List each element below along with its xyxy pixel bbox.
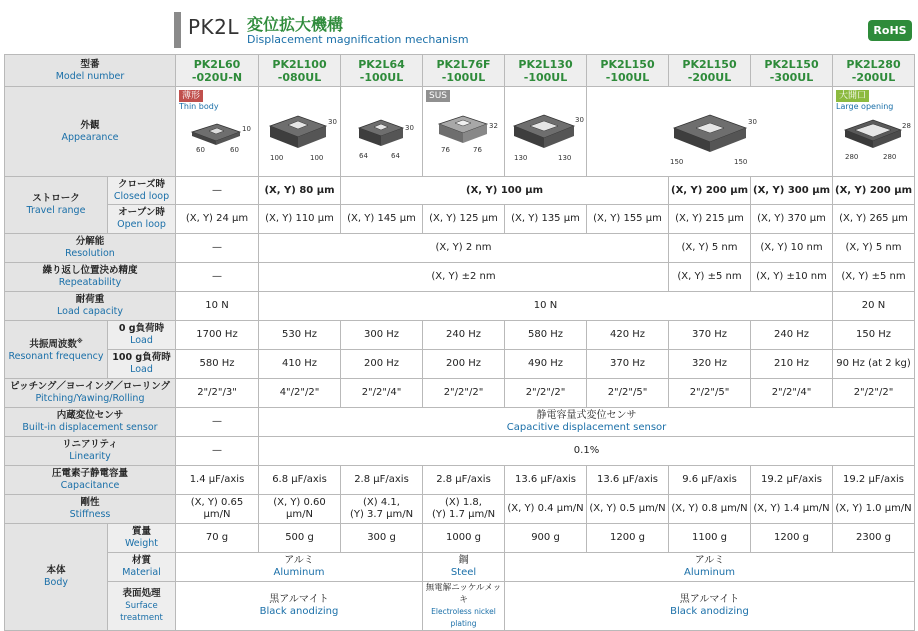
svg-text:76: 76 [440,146,450,154]
closed-1: — [176,177,259,205]
resolution-1: — [176,234,259,263]
material-4: 鋼 Steel [423,553,505,582]
svg-text:100: 100 [269,154,283,162]
open-1: (X, Y) 24 μm [176,205,259,234]
stiff-7: (X, Y) 0.8 μm/N [669,495,751,524]
load-1: 10 N [176,292,259,321]
weight-9: 2300 g [833,524,915,553]
appearance-2 [259,87,341,177]
pitch-4: 2"/2"/2" [423,379,505,408]
weight-1: 70 g [176,524,259,553]
model-9: PK2L280 -200UL [833,55,915,87]
load-2-8: 10 N [259,292,833,321]
label-weight: 質量 Weight [108,524,176,553]
pitch-3: 2"/2"/4" [341,379,423,408]
svg-text:64: 64 [358,152,368,160]
stage-image-icon [508,104,584,166]
weight-5: 900 g [505,524,587,553]
label-capacitance: 圧電素子静電容量 Capacitance [5,466,176,495]
row-material [5,553,915,582]
label-closed: クローズ時 Closed loop [108,177,176,205]
rohs-badge: RoHS [868,20,912,41]
svg-text:60: 60 [230,146,239,154]
appearance-6-8 [587,87,833,177]
resolution-9: (X, Y) 5 nm [833,234,915,263]
closed-2: (X, Y) 80 μm [259,177,341,205]
cap-2: 6.8 μF/axis [259,466,341,495]
label-load-0g: 0 g負荷時 Load [108,321,176,350]
label-body: 本体 Body [5,524,108,631]
label-sensor: 内蔵変位センサ Built-in displacement sensor [5,408,176,437]
row-linearity [5,437,915,466]
model-6: PK2L150 -100UL [587,55,669,87]
svg-text:150: 150 [733,158,747,166]
repeat-8: (X, Y) ±10 nm [751,263,833,292]
row-pitching [5,379,915,408]
open-6: (X, Y) 155 μm [587,205,669,234]
title-en: Displacement magnification mechanism [247,33,469,46]
row-repeatability [5,263,915,292]
pitch-7: 2"/2"/5" [669,379,751,408]
svg-text:30: 30 [747,118,757,126]
row-resonant-0g [5,321,915,350]
svg-text:10: 10 [242,125,251,133]
label-load-capacity: 耐荷重 Load capacity [5,292,176,321]
stiff-4: (X) 1.8, (Y) 1.7 μm/N [423,495,505,524]
row-capacitance [5,466,915,495]
stage-image-icon [660,104,760,170]
label-open: オープン時 Open loop [108,205,176,234]
sensor-2-9: 静電容量式変位センサ Capacitive displacement sensor [259,408,915,437]
res100-5: 490 Hz [505,350,587,379]
series-title: PK2L [188,15,240,39]
res0-6: 420 Hz [587,321,669,350]
stiff-2: (X, Y) 0.60 μm/N [259,495,341,524]
label-surface: 表面処理 Surface treatment [108,582,176,631]
model-2: PK2L100 -080UL [259,55,341,87]
res100-6: 370 Hz [587,350,669,379]
repeat-2-6: (X, Y) ±2 nm [259,263,669,292]
svg-text:280: 280 [844,153,858,161]
stage-image-icon [837,114,911,164]
weight-4: 1000 g [423,524,505,553]
open-3: (X, Y) 145 μm [341,205,423,234]
cap-1: 1.4 μF/axis [176,466,259,495]
load-9: 20 N [833,292,915,321]
res100-3: 200 Hz [341,350,423,379]
res0-9: 150 Hz [833,321,915,350]
label-pitching: ピッチング／ヨーイング／ローリング Pitching/Yawing/Rolling [5,379,176,408]
closed-8: (X, Y) 300 μm [751,177,833,205]
svg-text:76: 76 [472,146,482,154]
row-sensor [5,408,915,437]
svg-text:100: 100 [309,154,323,162]
surface-5-9: 黒アルマイト Black anodizing [505,582,915,631]
row-model [5,55,915,87]
stage-image-icon [182,114,252,156]
row-resonant-100g [5,350,915,379]
sus-tag: SUS [426,90,450,102]
row-appearance [5,87,915,177]
res100-9: 90 Hz (at 2 kg) [833,350,915,379]
label-repeatability: 繰り返し位置決め精度 Repeatability [5,263,176,292]
res100-1: 580 Hz [176,350,259,379]
svg-text:130: 130 [557,154,571,162]
linearity-2-9: 0.1% [259,437,915,466]
resolution-2-6: (X, Y) 2 nm [259,234,669,263]
weight-6: 1200 g [587,524,669,553]
label-appearance: 外観 Appearance [5,87,176,177]
appearance-3 [341,87,423,177]
pitch-9: 2"/2"/2" [833,379,915,408]
res0-2: 530 Hz [259,321,341,350]
resolution-8: (X, Y) 10 nm [751,234,833,263]
spec-table [4,54,915,631]
svg-text:28: 28 [901,122,911,130]
pitch-2: 4"/2"/2" [259,379,341,408]
svg-text:150: 150 [669,158,683,166]
label-linearity: リニアリティ Linearity [5,437,176,466]
res100-8: 210 Hz [751,350,833,379]
closed-7: (X, Y) 200 μm [669,177,751,205]
surface-1-3: 黒アルマイト Black anodizing [176,582,423,631]
label-resonant: 共振周波数※ Resonant frequency [5,321,108,379]
appearance-4 [423,87,505,177]
res0-7: 370 Hz [669,321,751,350]
row-surface [5,582,915,631]
open-7: (X, Y) 215 μm [669,205,751,234]
label-model: 型番 Model number [5,55,176,87]
stage-image-icon [262,104,338,166]
open-2: (X, Y) 110 μm [259,205,341,234]
open-4: (X, Y) 125 μm [423,205,505,234]
appearance-9: 大開口 Large opening 28 280 280 [833,87,915,177]
row-load-capacity [5,292,915,321]
row-weight [5,524,915,553]
weight-7: 1100 g [669,524,751,553]
model-4: PK2L76F -100UL [423,55,505,87]
label-stiffness: 剛性 Stiffness [5,495,176,524]
stiff-6: (X, Y) 0.5 μm/N [587,495,669,524]
res0-5: 580 Hz [505,321,587,350]
row-stroke-closed [5,177,915,205]
weight-2: 500 g [259,524,341,553]
sensor-1: — [176,408,259,437]
stiff-9: (X, Y) 1.0 μm/N [833,495,915,524]
closed-3-6: (X, Y) 100 μm [341,177,669,205]
label-stroke: ストローク Travel range [5,177,108,234]
res0-8: 240 Hz [751,321,833,350]
large-opening-tag: 大開口 [836,90,869,102]
repeat-7: (X, Y) ±5 nm [669,263,751,292]
row-resolution [5,234,915,263]
resolution-7: (X, Y) 5 nm [669,234,751,263]
cap-7: 9.6 μF/axis [669,466,751,495]
stiff-5: (X, Y) 0.4 μm/N [505,495,587,524]
label-load-100g: 100 g負荷時 Load [108,350,176,379]
cap-4: 2.8 μF/axis [423,466,505,495]
material-1-3: アルミ Aluminum [176,553,423,582]
cap-9: 19.2 μF/axis [833,466,915,495]
stiff-8: (X, Y) 1.4 μm/N [751,495,833,524]
svg-text:64: 64 [390,152,400,160]
appearance-5 [505,87,587,177]
res0-4: 240 Hz [423,321,505,350]
svg-text:280: 280 [882,153,896,161]
stiff-3: (X) 4.1, (Y) 3.7 μm/N [341,495,423,524]
thin-body-tag: 薄形 [179,90,203,102]
label-resolution: 分解能 Resolution [5,234,176,263]
repeat-9: (X, Y) ±5 nm [833,263,915,292]
pitch-1: 2"/2"/3" [176,379,259,408]
surface-4: 無電解ニッケルメッキ Electroless nickel plating [423,582,505,631]
cap-5: 13.6 μF/axis [505,466,587,495]
appearance-1: 薄形 Thin body 10 60 60 [176,87,259,177]
title-bar-accent [174,12,181,48]
closed-9: (X, Y) 200 μm [833,177,915,205]
model-3: PK2L64 -100UL [341,55,423,87]
cap-3: 2.8 μF/axis [341,466,423,495]
row-stiffness [5,495,915,524]
svg-text:130: 130 [513,154,527,162]
linearity-1: — [176,437,259,466]
svg-text:30: 30 [327,118,337,126]
stiff-1: (X, Y) 0.65 μm/N [176,495,259,524]
weight-3: 300 g [341,524,423,553]
row-stroke-open [5,205,915,234]
res0-3: 300 Hz [341,321,423,350]
stage-image-icon [347,104,417,166]
svg-text:32: 32 [488,122,498,130]
cap-6: 13.6 μF/axis [587,466,669,495]
res100-7: 320 Hz [669,350,751,379]
model-7: PK2L150 -200UL [669,55,751,87]
open-9: (X, Y) 265 μm [833,205,915,234]
label-material: 材質 Material [108,553,176,582]
cap-8: 19.2 μF/axis [751,466,833,495]
res100-2: 410 Hz [259,350,341,379]
svg-text:30: 30 [574,116,584,124]
pitch-8: 2"/2"/4" [751,379,833,408]
res0-1: 1700 Hz [176,321,259,350]
title-jp: 変位拡大機構 [247,15,344,34]
res100-4: 200 Hz [423,350,505,379]
repeat-1: — [176,263,259,292]
stage-image-icon [429,104,499,156]
model-8: PK2L150 -300UL [751,55,833,87]
pitch-6: 2"/2"/5" [587,379,669,408]
pitch-5: 2"/2"/2" [505,379,587,408]
model-5: PK2L130 -100UL [505,55,587,87]
weight-8: 1200 g [751,524,833,553]
model-1: PK2L60 -020U-N [176,55,259,87]
material-5-9: アルミ Aluminum [505,553,915,582]
svg-text:30: 30 [404,124,414,132]
page-header [0,0,918,52]
svg-text:60: 60 [196,146,205,154]
open-5: (X, Y) 135 μm [505,205,587,234]
open-8: (X, Y) 370 μm [751,205,833,234]
